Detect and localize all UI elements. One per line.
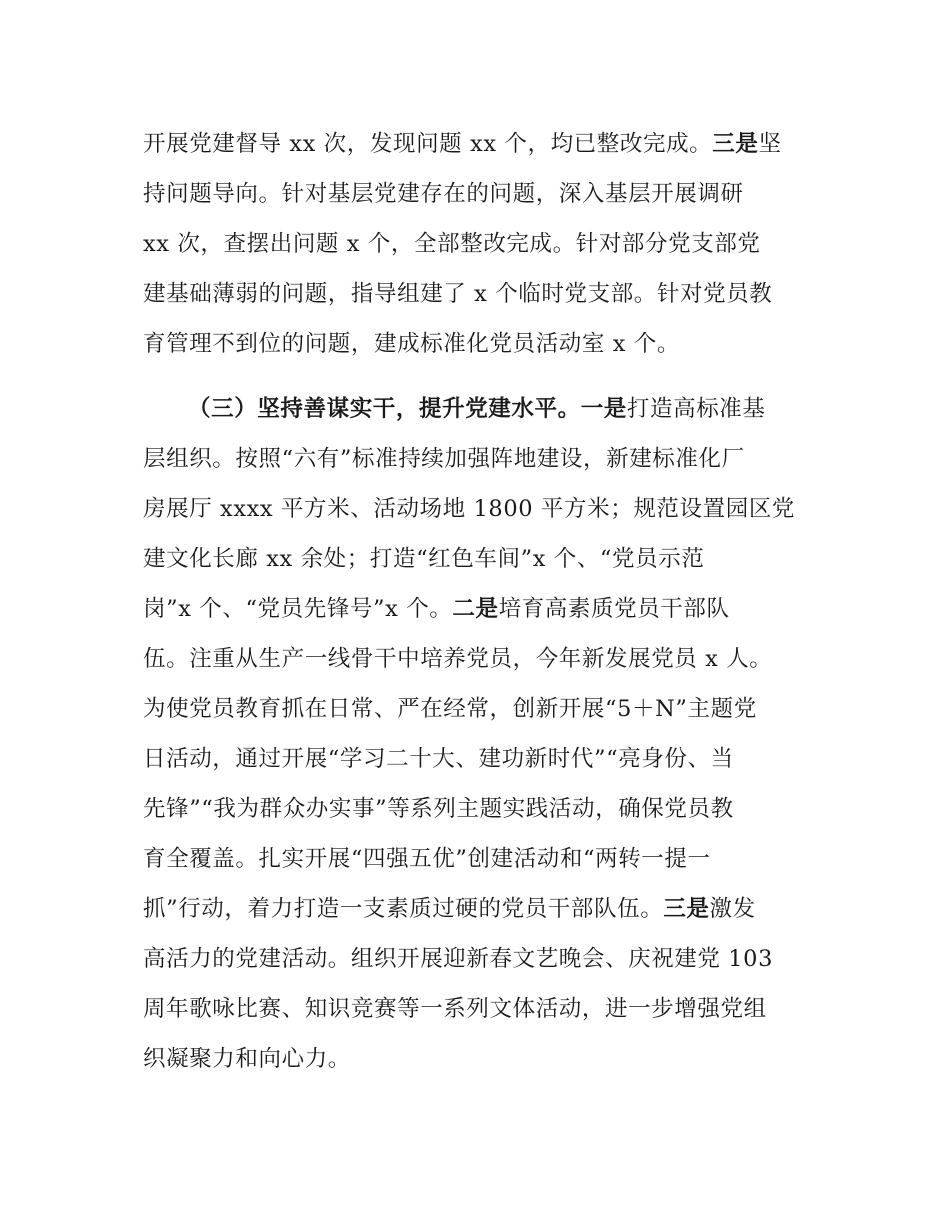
text-run: 激发 — [709, 896, 756, 922]
text-run: 岗”x 个、“党员先锋号”x 个。 — [143, 596, 453, 622]
paragraph-2-line-12: 高活力的党建活动。组织开展迎新春文艺晚会、庆祝建党 103 — [143, 946, 773, 972]
paragraph-2-line-6: 伍。注重从生产一线骨干中培养党员，今年新发展党员 x 人。 — [143, 646, 773, 672]
paragraph-2-line-13: 周年歌咏比赛、知识竞赛等一系列文体活动，进一步增强党组 — [143, 996, 767, 1022]
bold-marker: 一是 — [580, 396, 627, 422]
paragraph-1-line-3: xx 次，查摆出问题 x 个，全部整改完成。针对部分党支部党 — [143, 231, 761, 257]
paragraph-2-line-11 — [143, 889, 823, 929]
paragraph-2-line-5 — [143, 589, 823, 629]
paragraph-1-line-5: 育管理不到位的问题，建成标准化党员活动室 x 个。 — [143, 331, 680, 357]
bold-marker: 二是 — [452, 596, 499, 622]
paragraph-2-line-9: 先锋”“我为群众办实事”等系列主题实践活动，确保党员教 — [143, 796, 734, 822]
section-heading: （三）坚持善谋实干，提升党建水平。 — [188, 396, 581, 422]
paragraph-2-line-14: 织凝聚力和向心力。 — [143, 1046, 351, 1072]
bold-marker: 三是 — [663, 896, 710, 922]
text-run: 培育高素质党员干部队 — [498, 596, 730, 622]
text-run: 抓”行动，着力打造一支素质过硬的党员干部队伍。 — [143, 896, 664, 922]
paragraph-2-line-7: 为使党员教育抓在日常、严在经常，创新开展“5＋N”主题党 — [143, 696, 757, 722]
paragraph-2-line-8: 日活动，通过开展“学习二十大、建功新时代”“亮身份、当 — [143, 746, 734, 772]
bold-marker: 三是 — [712, 131, 759, 157]
paragraph-2-line-10: 育全覆盖。扎实开展“四强五优”创建活动和“两转一提一 — [143, 846, 711, 872]
text-run: 开展党建督导 xx 次，发现问题 xx 个，均已整改完成。 — [143, 131, 713, 157]
paragraph-2-line-4: 建文化长廊 xx 余处；打造“红色车间”x 个、“党员示范 — [143, 546, 705, 572]
paragraph-2-line-1 — [188, 389, 828, 429]
text-run: 打造高标准基 — [626, 396, 766, 422]
text-run: 坚 — [758, 131, 782, 157]
paragraph-2-line-3: 房展厅 xxxx 平方米、活动场地 1800 平方米；规范设置园区党 — [143, 496, 796, 522]
paragraph-2-line-2: 层组织。按照“六有”标准持续加强阵地建设，新建标准化厂 — [143, 446, 745, 472]
paragraph-1-line-2: 持问题导向。针对基层党建存在的问题，深入基层开展调研 — [143, 181, 744, 207]
paragraph-1-line-4: 建基础薄弱的问题，指导组建了 x 个临时党支部。针对党员教 — [143, 281, 773, 307]
paragraph-1-line-1 — [143, 124, 823, 164]
